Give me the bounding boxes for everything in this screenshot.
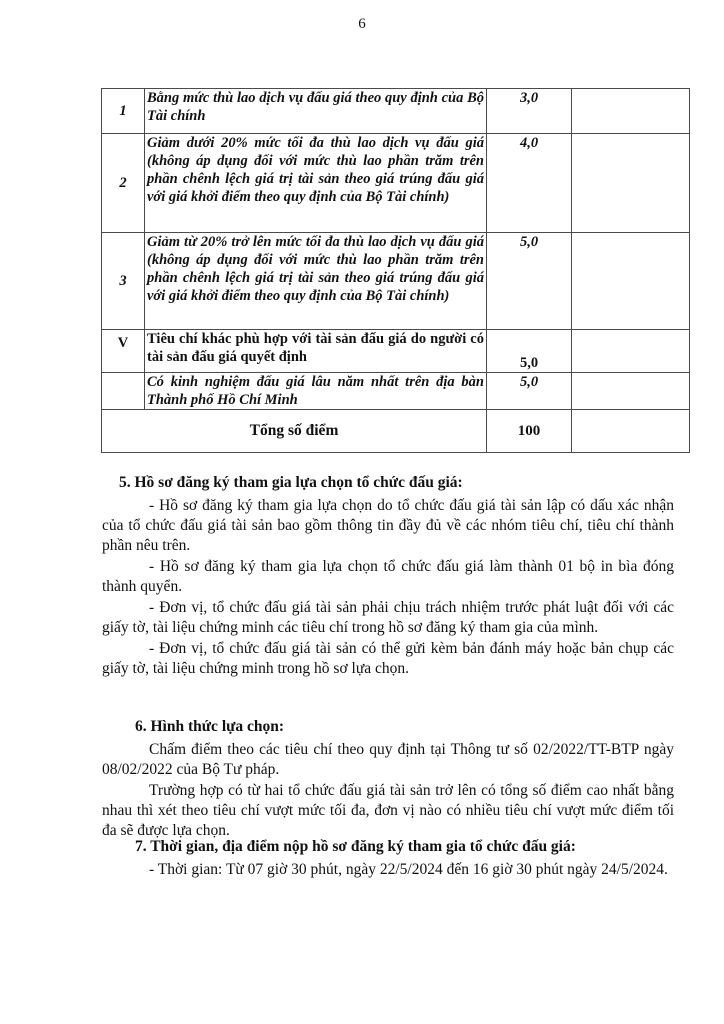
total-label: Tổng số điểm xyxy=(102,410,487,453)
criterion-points: 5,0 xyxy=(487,330,572,373)
section-6 xyxy=(102,717,674,841)
section-7 xyxy=(102,837,674,880)
blank-cell xyxy=(572,330,690,373)
paragraph: - Thời gian: Từ 07 giờ 30 phút, ngày 22/5/2024 đến 16 giờ 30 phút ngày 24/5/2024. xyxy=(149,861,668,878)
scoring-criteria-table xyxy=(101,88,690,453)
paragraph: - Đơn vị, tổ chức đấu giá tài sản phải chịu trách nhiệm trước phát luật đối với các giấy tờ, tài liệu chứng minh các tiêu chí trong hồ sơ đăng ký tham gia của mình. xyxy=(102,599,674,636)
criterion-text: Giảm từ 20% trở lên mức tối đa thù lao dịch vụ đấu giá (không áp dụng đối với mức thù lao phần trăm trên phần chênh lệch giá trị tài sản theo giá trúng đấu giá với giá khởi điểm theo quy định của Bộ Tài chính) xyxy=(145,233,487,330)
row-number: 3 xyxy=(102,233,145,330)
row-number: 2 xyxy=(102,134,145,233)
blank-cell xyxy=(572,134,690,233)
criterion-text: Bằng mức thù lao dịch vụ đấu giá theo quy định của Bộ Tài chính xyxy=(145,89,487,134)
paragraph: Chấm điểm theo các tiêu chí theo quy định tại Thông tư số 02/2022/TT-BTP ngày 08/02/2022 của Bộ Tư pháp. xyxy=(102,741,674,778)
section-5 xyxy=(102,473,674,679)
table-row xyxy=(102,89,690,134)
paragraph: Trường hợp có từ hai tổ chức đấu giá tài sản trở lên có tổng số điểm cao nhất bằng nhau thì xét theo tiêu chí vượt mức tối đa, đơn vị nào có nhiều tiêu chí vượt mức điểm tối đa sẽ được lựa chọn. xyxy=(102,782,674,839)
section-heading: 6. Hình thức lựa chọn: xyxy=(135,718,285,735)
criterion-text: Có kinh nghiệm đấu giá lâu năm nhất trên địa bàn Thành phố Hồ Chí Minh xyxy=(145,373,487,410)
total-points: 100 xyxy=(487,410,572,453)
criterion-points: 5,0 xyxy=(487,233,572,330)
criterion-text: Giảm dưới 20% mức tối đa thù lao dịch vụ đấu giá (không áp dụng đối với mức thù lao phần trăm trên phần chênh lệch giá trị tài sản theo giá trúng đấu giá với giá khởi điểm theo quy định của Bộ Tài chính) xyxy=(145,134,487,233)
row-number xyxy=(102,373,145,410)
criterion-group-text: Tiêu chí khác phù hợp với tài sản đấu giá do người có tài sản đấu giá quyết định xyxy=(145,330,487,373)
section-heading: 5. Hồ sơ đăng ký tham gia lựa chọn tổ chức đấu giá: xyxy=(119,474,463,491)
page-number: 6 xyxy=(358,16,366,32)
criterion-points: 5,0 xyxy=(487,373,572,410)
row-number: 1 xyxy=(102,89,145,134)
blank-cell xyxy=(572,410,690,453)
criterion-points: 4,0 xyxy=(487,134,572,233)
blank-cell xyxy=(572,89,690,134)
blank-cell xyxy=(572,233,690,330)
total-row xyxy=(102,410,690,453)
table-row xyxy=(102,373,690,410)
row-number: V xyxy=(102,330,145,373)
paragraph: - Hồ sơ đăng ký tham gia lựa chọn tổ chức đấu giá làm thành 01 bộ in bìa đóng thành quyển. xyxy=(102,558,674,595)
section-heading: 7. Thời gian, địa điểm nộp hồ sơ đăng ký tham gia tổ chức đấu giá: xyxy=(135,838,576,855)
paragraph: - Đơn vị, tổ chức đấu giá tài sản có thể gửi kèm bản đánh máy hoặc bản chụp các giấy tờ, tài liệu chứng minh trong hồ sơ lựa chọn. xyxy=(102,640,674,677)
paragraph: - Hồ sơ đăng ký tham gia lựa chọn do tổ chức đấu giá tài sản lập có dấu xác nhận của tổ chức đấu giá tài sản bao gồm thông tin đầy đủ về các nhóm tiêu chí, tiêu chí thành phần nêu trên. xyxy=(102,497,674,554)
blank-cell xyxy=(572,373,690,410)
table-row xyxy=(102,134,690,233)
table-row xyxy=(102,233,690,330)
table-row xyxy=(102,330,690,373)
criterion-points: 3,0 xyxy=(487,89,572,134)
